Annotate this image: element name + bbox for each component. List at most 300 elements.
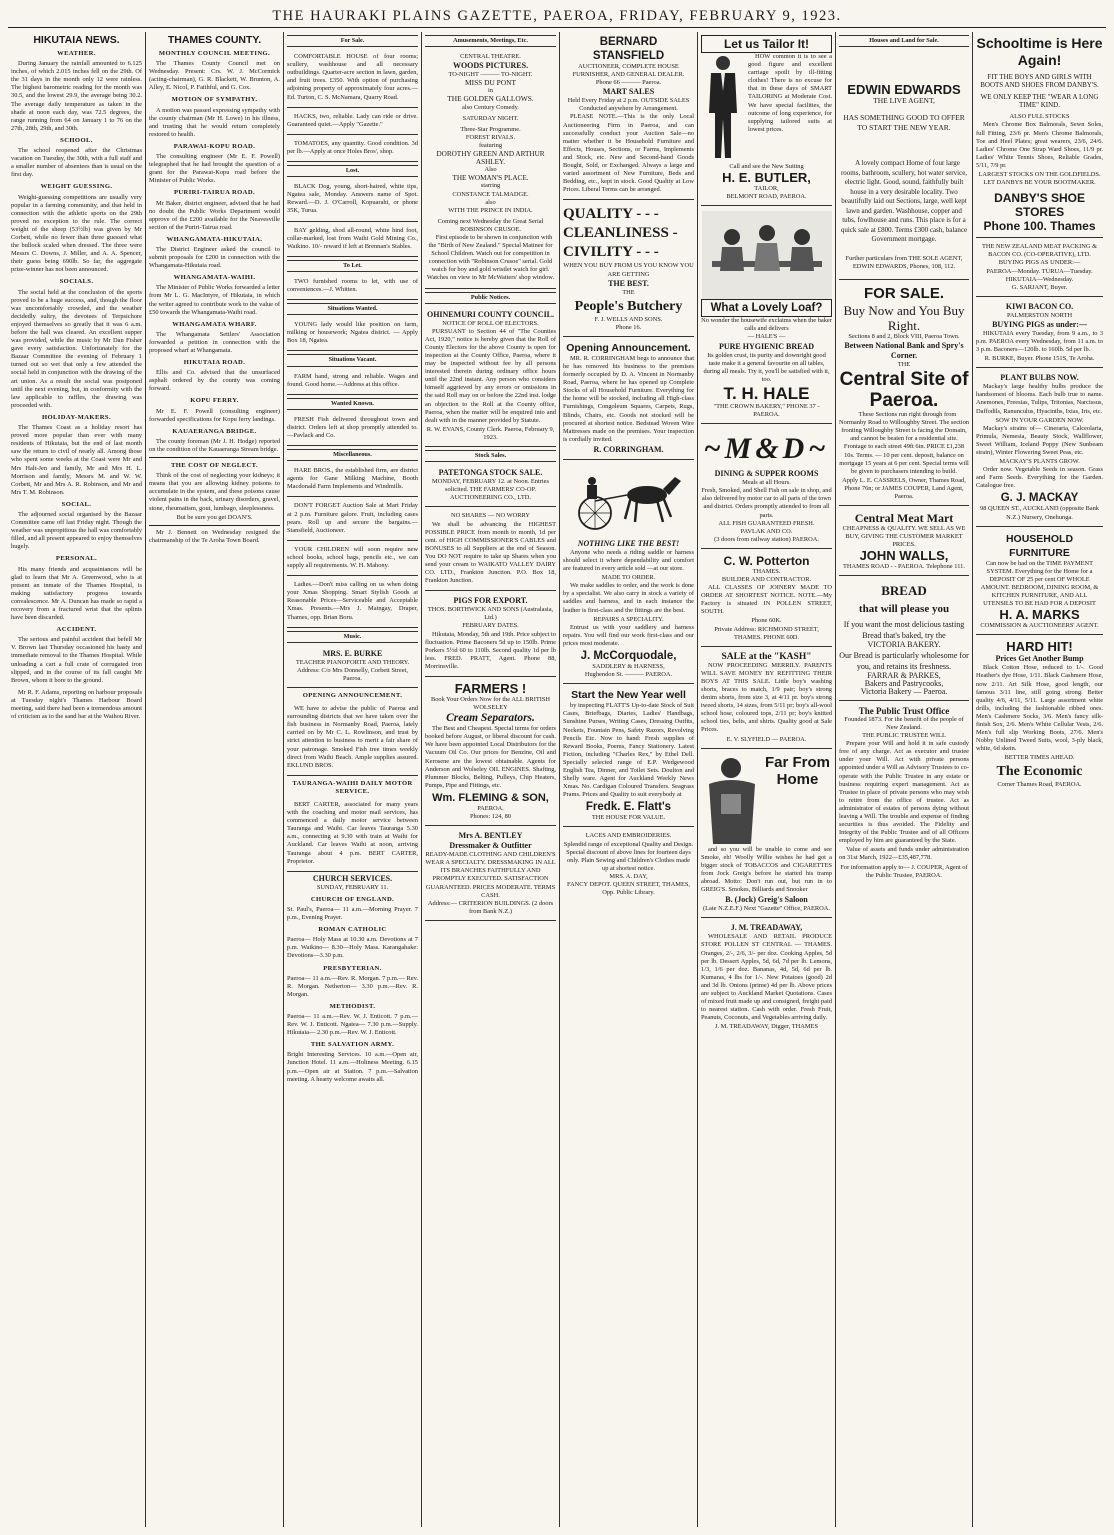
subhead-council-meeting: MONTHLY COUNCIL MEETING. [158, 50, 271, 57]
ad-rooms [287, 275, 418, 300]
ad-body [701, 53, 832, 163]
ad-text: First episode to be shown in conjunction with the "Birth of New Zealand." Special Matinee for School Children. Watch out for competition in connection with "Robinson Crusoe" serial. Gold watch for boy and gold wristlet watch for girl. Watches on view in Mr McWatters' shop window. [426, 233, 555, 282]
ad-title: OHINEMURI COUNTY COUNCIL. [426, 309, 555, 319]
ad-text: ALL FISH GUARANTEED FRESH. [718, 519, 815, 527]
ad-nzmp [976, 240, 1103, 297]
ad-text: Also [484, 166, 497, 174]
ad-text: BELMONT ROAD, PAEROA. [726, 193, 807, 201]
section-to-let: To Let. [287, 260, 418, 272]
ad-farmers [425, 679, 556, 826]
ad-text: Book Your Orders Now for the ALL BRITISH WOLSELEY [430, 696, 551, 712]
bennett-text: Mr J. Bennett on Wednesday resigned the chairmanship of the Te Aroha Town Board. [149, 528, 280, 544]
ad-text: HAS SOMETHING GOOD TO OFFER TO START THE NEW YEAR. [843, 113, 965, 133]
ad-text: YOUR CHILDREN will soon require new school books, school bags, pencils etc., we can supply all requirements. W. H. Mahony. [287, 545, 418, 570]
ad-text: Apply L. E. CASSRELS, Owner, Thames Road, Phone 76n; or JAMES COUPER, Land Agent, Paeroa. [842, 476, 966, 500]
dining-scene-illustration [702, 211, 832, 299]
ad-eklund [287, 702, 418, 776]
ad-title: B. (Jock) Greig's Saloon [725, 895, 808, 905]
weather-text: During January the rainfall amounted to 6.125 inches, of which 2.015 inches fell on the 29th. Of the 31 days in the month only 12 were rainless. The highest barometric reading for the month was 30.5, and the lowest 29.9, the average being 30.2. The average daily temperature as taken in the shade at noon each day, was 72.5 degrees, the range running from 64 on January 1 to 76 on the 27th, 28th, 29th, and 30th. [11, 60, 142, 132]
ad-text: PLEASE NOTE.—This is the only Local Auctioneering Firm in Paeroa, and can successfully conduct your Auction Sale—no matter whether it be Household Furniture and Effects, Houses, Sections, or Farms, Implements and Stock, etc. New and Second-hand Goods Bought, Sold, or Exchanged. Always a large and varied assortment of New Furniture, Beds and Bedding, etc., kept in stock. Good Quality at Low Prices. Liberal Terms can be arranged. [563, 113, 694, 194]
ad-fish [287, 413, 418, 446]
ad-title: Fredk. E. Flatt's [585, 801, 672, 814]
ad-text: Men's Chrome Box Balmorals, Sewn Soles, full Fitting, 23/6 pr. Men's Chrome Balmorals, Toe and Heel Plates; great wearers, 23/6, 24/6. Ladies' Chrome One Strap Ward Shoes, 11/9 pr. Ladies' White Tennis Shoes, Reliable Grades, 5/11, 7/9 pr. [976, 121, 1104, 169]
ad-text: DON'T FORGET Auction Sale at Mart Friday at 2 p.m. Furniture galore. Fruit, including cases pears. Roll up and secure the bargains.—Stansfield, Auctioneer. [287, 502, 418, 534]
subhead-weight: WEIGHT GUESSING. [40, 183, 113, 191]
ad-text: — HALE'S — [747, 333, 786, 341]
column-danby [973, 32, 1106, 1527]
subhead-socials: SOCIALS. [59, 278, 94, 286]
ad-victoria-bakery [839, 578, 969, 700]
ad-text: THE NEW ZEALAND MEAT PACKING & BACON CO. (CO-OPERATIVE), LTD. [981, 243, 1098, 259]
ad-text: and so you will be unable to come and see Smoke, eh! Woolly Willie wishes he had got a bigger stock of TOBACCOS and CIGARETTES from Jock Greig's before he started his tramp abroad. Motto: Don't run out, but run in to GREIG'S. Smokes, Billiards and Snooker [701, 845, 832, 894]
ad-mccorquodale [563, 462, 694, 684]
section-misc: Miscellaneous. [287, 449, 418, 461]
subhead-sympathy: MOTION OF SYMPATHY. [171, 96, 258, 104]
ad-day [563, 829, 694, 901]
ad-title: T. H. HALE [723, 383, 810, 403]
ad-text: Buy Now and You Buy Right. [843, 302, 965, 333]
ad-text: MRS. A. DAY, [609, 872, 648, 880]
ad-text: Hikutaia, Monday, 5th and 19th. Price subject to fluctuation. Prime Baconers 5d up to 150lb. Prime Porkers 5½d 60 to 110lb. Second quality 1d per lb less. FRED. PRATT, Agent. Phone 88, Morrinsville. [425, 630, 556, 670]
ad-title: PIGS FOR EXPORT. [453, 596, 528, 606]
ad-marks [976, 529, 1103, 636]
ad-text: Further particulars from THE SOLE AGENT, EDWIN EDWARDS, Phones, 108, 112. [845, 254, 963, 270]
hik-road-text: Ellis and Co. advised that the unsurfaced asphalt ordered by the county was coming forward. [149, 369, 280, 393]
ad-text: If you want the most delicious tasting Bread that's baked, try the [843, 620, 965, 641]
ad-title: FARMERS ! [454, 681, 527, 696]
ad-text: THE PUBLIC TRUSTEE WILL [862, 732, 946, 740]
subhead-weather: WEATHER. [57, 50, 96, 57]
ad-title: BUYING PIGS as under:— [992, 319, 1087, 329]
ad-text: J. M. TREADAWAY, Digger, THAMES [714, 1023, 819, 1031]
ad-title: People's Butchery [574, 298, 683, 314]
ad-text: Splendid range of exceptional Quality and Design. Special discount of above lines for fourteen days only. Plain Sewing and Children's Clothes made up at shortest notice. [563, 840, 694, 872]
ad-auction [287, 499, 418, 540]
ad-text: ALSO FULL STOCKS [1009, 113, 1070, 121]
ad-text: BERT CARTER, associated for many years with the coaching and motor mail services, has commenced a daily motor service between Tauranga and Waihi. Car leaves Tauranga 5.30 a.m., connecting at 9.30 with train at Waihi for Auckland. Car leaves Waihi at noon, arriving Tauranga about 4 p.m. BERT CARTER, Proprietor. [287, 801, 418, 865]
subhead-wharf: WHANGAMATA WHARF. [172, 320, 257, 328]
subhead-whang-waihi: WHANGAMATA-WAIHI. [173, 274, 256, 282]
ad-text: THE [897, 360, 911, 368]
ad-text: FARM hand, strong and reliable. Wages and found. Good home.—Address at this office. [287, 372, 418, 388]
ad-text: Victoria Bakery — Paeroa. [860, 686, 948, 696]
ad-title: QUALITY - - - [563, 206, 659, 223]
ad-title: Dressmaker & Outfitter [449, 841, 532, 851]
subhead-whang-hik: WHANGAMATA-HIKUTAIA. [166, 235, 263, 243]
subhead-opening: OPENING ANNOUNCEMENT. [302, 691, 403, 699]
divider [149, 457, 280, 458]
ad-text: ALL CLASSES OF JOINERY MADE TO ORDER AT SHORTEST NOTICE. NOTE.—My Factory is situated IN POLLEN STREET, SOUTH. [701, 584, 832, 616]
ad-text: HACKS, two, reliable. Lady can ride or drive. Guaranteed quiet.—Apply "Gazette." [287, 112, 418, 128]
ad-text: COMFORTABLE HOUSE of four rooms; scullery, washhouse and all necessary outbuildings. Quarter-acre section in lawn, garden, and fruit trees. £350. With option of purchasing adjoining property of approximately four acres.—Ed. Turton, C. S. McNamara, Quarry Road. [287, 53, 418, 101]
accident-text: The serious and painful accident that befell Mr V. Brown last Thursday occasioned his hasty and immediate removal to the Thames Hospital. While unloading a cart a full crate of corrugated iron slipped, and in the course of its fall caught Mr Brown, whom it bore to the ground. [11, 636, 142, 684]
ad-text: Corner Thames Road, PAEROA. [997, 781, 1082, 789]
church-salv: THE SALVATION ARMY. [310, 1041, 395, 1049]
ad-text: Three-Star Programme. [460, 125, 521, 133]
ad-text: in [488, 87, 493, 95]
ad-text: HOW common it is to see a good figure and excellent carriage spoilt by ill-fitting clothes! There is no excuse for that in these days of SMART TAILORING at Moderate Cost. We have special facilities, the outcome of long experience, for supplying tailored suits at lowest prices. [748, 53, 832, 133]
ad-text: Fresh, Smoked, and Shell Fish on sale in shop, and also delivered by motor car to all parts of the town and district. Orders promptly attended to from all parts. [701, 487, 832, 519]
soldier-illustration [701, 754, 763, 846]
ad-text: CENTRAL THEATRE. [460, 53, 521, 61]
ad-title: THE BEST. [608, 278, 649, 288]
holiday-text: The Thames Coast as a holiday resort has proved more popular than ever with many residents of Hikutaia, but the end of last month saw the return to civil of nearly all. Among those who spent some weeks at the Coast were Mr and Mrs Halt-Jen and family, Mr and Mrs H. L. Morrison and family, Messrs M. and W. W. Corbett, Mr and Mrs A. R. Robinson, and Mr and Mrs T. M. Robinson. [11, 424, 142, 496]
ad-hale [701, 208, 832, 424]
ad-text: Mackay's large healthy bulbs produce the handsomest of blooms. Each bulb true to name. Anemones, Freesias, Tulips, Tritonias, Narcissus, Daffodils, Ranunculus, Hyacinths, Ixias, Iris, etc. [976, 383, 1104, 415]
ad-title: Opening Announcement. [566, 341, 691, 354]
church-eng-text: St. Paul's, Paeroa— 11 a.m.—Morning Prayer. 7 p.m., Evening Prayer. [287, 905, 418, 922]
ad-title: CLEANLINESS - [563, 225, 678, 242]
ad-text: Phone 60K. [751, 617, 782, 625]
neglect-text: Think of the cost of neglecting your kidneys; it means that you are allowing kidney poisons to accumulate in the system, and these poisons cause violent pains in the back, urinary disorders, gravel, stone, rheumatism, gout, lumbago, sleeplessness. [149, 472, 280, 512]
ad-text: BLACK Dog, young, short-haired, white tips, Ngatea sale, Monday. Answers name of Spot. Reward.—D. J. O'Carroll, Kopuarahi, or phone 35K, Turua. [287, 183, 418, 215]
ad-hare [287, 464, 418, 497]
ad-text: by inspecting FLATT'S Up-to-date Stock of Suit Cases, Briefbags, Diaries, Ladies' Handbags, Sunshine Purses, Writing Cases, Dressing Outfits, Neckets, Fountain Pens, Safety Razors, Revolving Pencils Etc. Now to hand: Fresh supplies of Reward Books, Poems, Fancy Stationery. Latest Fiction, including "Charles Rex," by Ethel Dell. Specially selected range of E.P. Wedgewood English Tea, Dinner, and Toilet Sets. Doulton and Shelly ware. Agent for Auckland Weekly News Xmas. No. Cardigan Coloured Transfers. Seagrass Prams. Prices and Quality to suit everybody at [563, 702, 694, 799]
ad-text: WHOLESALE AND RETAIL PRODUCE STORE POLLEN ST CENTRAL — THAMES. Oranges, 2/-, 2/6, 3/- per doz. Cooking Apples, 5d per lb. Dessert Apples, 5d, 6d, 7d per lb. Lemons, 1/3, 1/6 per doz. Bananas, 4d, 5d, 6d per lb. Kumaras, 4 lbs for 1/-. New Potatoes (good) 2d and 3d lb. Onions (prime) 4d per lb. Above prices are subject to Auckland Market Quotations. Cases of mixed fruit made up and consigned, freight paid to nearest station. Cash with order. Fresh Fruit, Peanuts, Coconuts, and Vegetables arriving daily. [701, 933, 832, 1022]
ad-title: SALE at the "KASH" [721, 651, 812, 662]
ad-text: Order now. Vegetable Seeds in season. Grass and Farm Seeds. Everything for the Garden. Catalogue free. [976, 466, 1104, 490]
ad-text: MONDAY, FEBRUARY 12. at Noon. Entries solicited. THE FARMERS' CO-OP. AUCTIONEERING CO., LTD. [432, 478, 549, 502]
column-thames-county [146, 32, 284, 1527]
ad-text: PURSUANT to Section 44 of "The Counties Act, 1920," notice is hereby given that the Roll of County Electors for the above County is open for inspection at the County Office, Paeroa, where it may be inspected without fee by all persons interested therein during ordinary office hours until the 22nd instant. Any person who considers himself aggrieved by any errors or omissions in the said Roll may on or before the 22nd inst. lodge an objection to the Roll at the County office, Paeroa, when the matter will be enquired into and dealt with in the manner provided by Statute. [425, 327, 556, 424]
ad-title: Cream Separators. [446, 712, 535, 725]
column-edwards [836, 32, 973, 1527]
ad-text: NOTICE OF ROLL OF ELECTORS. [442, 319, 539, 327]
ad-text: These Sections run right through from Normanby Road to Willoughby Street. The section fronting Willoughby Street is facing the Domain, and cannot be beaten for a residential site. Frontage to each street 49ft 6in. PRICE £1,238 10s. Terms. — 10 per cent. deposit, balance on mortgage 15 years at 6 per cent. Special terms will be given to purchasers intending to build. [839, 411, 969, 475]
ad-text: starring [480, 182, 501, 190]
ad-flatt [563, 686, 694, 827]
ad-burke [287, 646, 418, 688]
ad-title: H. E. BUTLER, [722, 170, 811, 186]
ad-text: G. SARJANT, Buyer. [1011, 283, 1068, 291]
ad-edwin-edwards [839, 50, 969, 280]
ad-text: CHEAPNESS & QUALITY. WE SELL AS WE BUY, GIVING THE CUSTOMER MARKET PRICES. [842, 525, 966, 549]
ad-text: ROBINSON CRUSOE. [459, 225, 522, 233]
ad-title: FOR SALE. [863, 284, 944, 302]
ad-text: THAMES. [752, 567, 781, 575]
ad-text: Meals at all Hours. [742, 479, 791, 487]
ad-text: Held Every Friday at 2 p.m. OUTSIDE SALES Conducted anywhere by Arrangement. [567, 97, 690, 113]
column-stansfield [560, 32, 698, 1527]
ad-title: H. A. MARKS [999, 607, 1080, 623]
ad-text: Private Address: RICHMOND STREET, THAMES. PHONE 60D. [714, 625, 819, 641]
ad-text: YOUNG lady would like position on farm, milking or housework; Ngatea district. — Apply Box 18, Ngatea. [287, 321, 418, 345]
ad-corringham [563, 339, 694, 460]
ad-text: also Century Comedy. [462, 103, 519, 111]
section-wanted-known: Wanted Known. [287, 398, 418, 410]
decorative-logo: ~M&D~ [703, 432, 830, 466]
ad-title: Schooltime is Here Again! [976, 35, 1103, 68]
ad-text: featuring [478, 141, 503, 149]
subhead-kopu: KOPU FERRY. [190, 397, 239, 405]
ad-danby [976, 32, 1103, 238]
ad-text: TO-NIGHT ——— TO-NIGHT. [448, 71, 533, 79]
ad-ohinemuri [425, 307, 556, 447]
ad-text: FEBRUARY DATES. [462, 622, 519, 630]
ad-text: Address: C/o Mrs Donnelly, Corbett Street, Paeroa. [297, 666, 408, 682]
ad-text: Black Cotton Hose, reduced to 1/-. Good Heather's dye Hose, 1/11. Black Cashmere Hose, now 2/11. Art Silk Hose, good length, our famous 3/11 line, still going strong. Better quality 4/6, 4/11, 5/11. Large assortment white drills, including the fashionable ribbed ones. Men's Cashmere Socks, 3/6. Men's fancy silk-finish Sox, 2/6. Men's White Cellular Vests, 2/6. Men's full slip Working Boots, 27/6. Men's Nobby Unlined Tweed Suits, wool, 3-ply black, white, 6d skein. [976, 664, 1104, 753]
ad-text: THOS. BORTHWICK AND SONS (Australasia, Ltd.) [427, 606, 554, 622]
ad-potterton [701, 551, 832, 647]
ad-text: Phones: 124, 80 [469, 813, 511, 821]
ad-title: G. J. MACKAY [1000, 492, 1079, 505]
ad-no-shares [425, 509, 556, 591]
subhead-personal: PERSONAL. [55, 555, 98, 563]
ad-ladies [287, 578, 418, 627]
section-lost: Lost. [287, 165, 418, 177]
ad-text: "THE CROWN BAKERY," PHONE 37 - PAEROA. [713, 402, 820, 419]
ad-text: Mackay's strains of— Cineraria, Calceolaria, Primula, Nemesia, Beauty Stock, Wallflower, Sweet William, Iceland Poppy (New Sunbeam strain), Winter Flowering Sweet Peas, etc. [976, 424, 1104, 456]
ad-text: BETTER TIMES AHEAD. [1004, 754, 1075, 762]
harbour-text: Mr R. F. Adams, reporting on harbour proposals at Tuesday night's Thames Harbour Board meeting, said there had been a tremendous amount of criticism as to the sand bar at the Waihou River. [11, 688, 142, 721]
ad-text: HIKUTAIA every Tuesday, from 9 a.m., to 3 p.m. PAEROA every Wednesday, from 11 a.m. to 3 p.m. Baconers—120lb. to 160lb. 5d per lb. [976, 329, 1104, 354]
ad-text: No wonder the housewife exclaims when the baker calls and delivers [701, 317, 832, 333]
section-for-sale: For Sale. [287, 35, 418, 47]
ad-text: Its golden crust, its purity and downright good taste make it a general favourite on all tables, during all meals. Try it, you'll be satisfied with it, too. [703, 351, 830, 383]
columns [8, 32, 1106, 1527]
ad-text: Anyone who needs a riding saddle or harness should select it where dependability and comfort are featured in every article sold —at our store. [563, 548, 694, 573]
ad-text: R. BURKE, Buyer. Phone 151S, Te Aroha. [984, 355, 1095, 363]
church-pres: PRESBYTERIAN. [323, 964, 382, 972]
ad-farm-hand [287, 370, 418, 395]
ad-text: PAEROA—Monday. TURUA—Tuesday. HIKUTAIA—Wednesday. [986, 267, 1093, 283]
ad-gelding [287, 224, 418, 257]
church-rc: ROMAN CATHOLIC [318, 926, 387, 934]
ad-economic [976, 637, 1103, 793]
ad-text: MISS DU PONT [465, 78, 516, 88]
church-meth-text: Paeroa— 11 a.m.—Rev. W. J. Enticott. 7 p.m.—Rev. W. J. Enticott. Ngatea— 7.30 p.m.—Supply. Hikutaia— 2.30 p.m.—Rev. W. J. Enticott. [287, 1012, 418, 1037]
ad-title: BREAD [881, 583, 927, 599]
ad-house [287, 50, 418, 108]
ad-title: MART SALES [602, 87, 655, 97]
sympathy-text: A motion was passed expressing sympathy with the county chairman (Mr H. Lowe) in his illness, and trusting that he would return completely restored to health. [149, 106, 280, 138]
ad-central-theatre [425, 50, 556, 288]
ad-text: THE [622, 288, 635, 296]
ad-text: FANCY DEPOT. QUEEN STREET, THAMES, Opp. Public Library. [566, 881, 691, 897]
ad-text: E. V. SLYFIELD — PAEROA. [726, 735, 807, 743]
gentleman-illustration [701, 53, 745, 163]
ad-text: AUCTIONEER, COMPLETE HOUSE FURNISHER, AND GENERAL DEALER. [572, 63, 685, 79]
ad-public-trust [839, 703, 969, 884]
ad-text: FOREST RIVALS. [465, 133, 516, 141]
headline-thames-county: THAMES COUNTY. [167, 34, 262, 46]
ad-text: 98 QUEEN ST., AUCKLAND (opposite Bank N.Z.) Nursery, Onehunga. [980, 505, 1100, 521]
ad-slyfield [701, 649, 832, 749]
ad-title: Central Meat Mart [854, 511, 954, 526]
ad-text: TOMATOES, any quantity. Good condition. 3d per lb.—Apply at once Holes Bros', shop. [287, 139, 418, 155]
section-stock: Stock Sales. [425, 450, 556, 462]
ad-title: Phone 100. Thames [983, 219, 1096, 234]
ad-text: FRESH Fish delivered throughout town and district. Orders left at shop promptly attended to.—Pavlack and Co. [287, 415, 418, 439]
masthead: THE HAURAKI PLAINS GAZETTE, PAEROA, FRIDAY, FEBRUARY 9, 1923. [8, 6, 1106, 28]
ad-text: Hughendon St. ——— PAEROA. [584, 671, 673, 679]
ad-body [701, 754, 832, 846]
parawai-text: The consulting engineer (Mr E. F. Powell) telegraphed that he had brought the question of a grant for the Parawai-Kopu road before the Minister of Public Works. [149, 153, 280, 185]
subhead-motor: TAURANGA-WAIHI DAILY MOTOR SERVICE. [292, 779, 413, 795]
ad-text: LARGEST STOCKS ON THE GOLDFIELDS. [978, 171, 1101, 179]
ad-dog [287, 180, 418, 221]
ad-text: WE ONLY KEEP THE "WEAR A LONG TIME" KIND. [980, 93, 1099, 110]
ad-title: Between National Bank and Spry's Corner. [844, 340, 964, 360]
ad-text: HARE BROS., the established firm, are district agents for Gane Milking Machine, Booth Macdonald Farm Implements and Windmills. [287, 467, 418, 491]
wharf-text: The Whangamata Settlers' Association forwarded a petition in connection with the proposed wharf at Whangamata. [149, 330, 280, 354]
ad-stansfield [563, 32, 694, 200]
ad-title: Prices Get Another Bump [995, 654, 1084, 664]
ad-title: PATETONGA STOCK SALE. [438, 468, 543, 478]
church-eng: CHURCH OF ENGLAND. [310, 895, 395, 903]
column-tailor [698, 32, 836, 1527]
ad-treadaway [701, 920, 832, 1035]
church-pres-text: Paeroa— 11 a.m.—Rev. R. Morgan. 7 p.m.— Rev. R. Morgan. Netherton— 3.30 p.m.—Rev. R. Morgan. [287, 974, 418, 998]
ad-text: READY-MADE CLOTHING AND CHILDREN'S WEAR A SPECIALTY. DRESSMAKING IN ALL ITS BRANCHES FAITHFULLY AND PROMPTLY EXECUTED. SATISFACTION GUARANTEED. PRICES MODERATE. TERMS CASH. [425, 851, 556, 899]
horse-cart-illustration [565, 467, 693, 537]
church-rc-text: Paeroa— Holy Mass at 10.30 a.m. Devotions at 7 p.m. Waikino— 8.30—Holy Mass. Karangahake: Devotions—3.30 p.m. [287, 936, 418, 960]
ad-title: DANBY'S SHOE STORES [994, 191, 1085, 220]
personal-text: His many friends and acquaintances will be glad to learn that Mr A. Greenwood, who is at present an inmate of the Thames Hospital, is making satisfactory progress towards convalescence. Mr A. Duncan has made so rapid a recovery from a fractured wrist that the splints have been discarded. [11, 565, 142, 622]
ad-text: THE LIVE AGENT, [873, 96, 935, 106]
ad-text: SADDLERY & HARNESS, [592, 663, 665, 671]
headline-hikutaia-news: HIKUTAIA NEWS. [33, 34, 120, 46]
ad-children [287, 543, 418, 576]
ad-text: (3 doors from railway station) PAEROA. [714, 535, 819, 543]
ad-text: Address:— CRITERION BUILDINGS. (2 doors from Bank N.Z.) [427, 899, 554, 915]
kopu-text: Mr E. F. Powell (consulting engineer) forwarded specifications for Kopu ferry landings. [149, 407, 280, 423]
ad-text: SOW IN YOUR GARDEN NOW. [995, 416, 1084, 424]
ad-text: also [485, 198, 496, 206]
subhead-holiday: HOLIDAY-MAKERS. [41, 413, 112, 421]
ad-title: CIVILITY - - - [563, 244, 659, 261]
ad-text: BUILDER AND CONTRACTOR. [721, 575, 812, 583]
ad-text: Prepare your Will and hold it in safe custody free of any charge. Act as executor and trustee under your Will. Act with private persons appointed under a Will as Advisory Trustees to co-operate with the Public Trustee in any estate or business requiring expert management. Act as Trustee in place of private persons who may wish to retire from the office of trustee. Act as administrator of estates of persons dying without leaving a Will. The trouble and expense of finding securities is thus avoided. The Fidelity and Integrity of the Public Trustee and of all Officers employed by him are guaranteed by the State. [839, 740, 969, 845]
ad-text: NOW PROCEEDING MERRILY. PARENTS WILL SAVE MONEY BY REFITTING THEIR BOYS AT THIS SALE. Little boy's washing shorts, braces to match, 1/9 pair; boy's strong denim shorts, from size 3, at 4/11 pr. boy's strong tweed shorts, 14 sizes, from 5/11 pr; boy's all-wool school hose, coloured tops, 2/11 pr; boy's knitted school ties, belts, and shirts. Quality good at Sale Prices. [701, 661, 832, 734]
subhead-social: SOCIAL. [61, 500, 92, 508]
ad-tomatoes [287, 137, 418, 162]
ad-text: Phone 66 ——— Paeroa. [595, 79, 662, 87]
subhead-neglect: THE COST OF NEGLECT. [170, 462, 259, 470]
ad-text: The Best and Cheapest. Special terms for orders booked before August, or liberal discount for cash. We have been appointed Local Distributors for the Vacuum Oil Co. Our prices for Benzine, Oil and Kerosene are the lowest obtainable. Agents for Anderson and Wolseley OIL ENGINES. Shafting, Plummer Blocks, Belting, Pulleys, Chip Heaters, Pumps, Pipe and Fittings, etc. [425, 725, 556, 789]
ad-title: Mrs A. BENTLEY [458, 831, 523, 841]
ad-title: R. CORRINGHAM. [593, 444, 664, 454]
ad-text: PAVLAK AND CO. [740, 527, 793, 535]
ad-title: J. M. TREADAWAY, [730, 923, 803, 933]
section-sit-vacant: Situations Vacant. [287, 354, 418, 366]
ad-text: TWO furnished rooms to let, with use of conveniences.—J. Whitten. [287, 277, 418, 293]
ad-title: DINING & SUPPER ROOMS [714, 469, 819, 479]
weight-text: Weight-guessing competitions are usually very popular in a farming community, and that held in connection with the athletic sports on the 29th proved no exception to the rule. The correct weight of the sheep (53½lb) was given by Mr Corbett, while no fewer than three guessed what the bullock scaled when dressed. The three were Messrs C. Downs, J. Miller, and A. A. Spencer, their guess being 690lb. So far, the aggregate prize-winner has not been announced. [11, 193, 142, 274]
ad-text: WHEN YOU BUY FROM US YOU KNOW YOU ARE GETTING [563, 262, 694, 278]
ad-title: HARD HIT! [1006, 639, 1073, 655]
ad-text: VICTORIA BAKERY. [867, 640, 941, 650]
subhead-accident: ACCIDENT. [56, 626, 97, 634]
school-text: The school reopened after the Christmas vacation on Tuesday, the 30th, with a full staff and a smaller number of absentees than is usual on the first day. [11, 147, 142, 179]
church-title: CHURCH SERVICES. [312, 873, 393, 883]
ad-text: Phone 16. [615, 323, 642, 331]
ad-text: Our Bread is particularly wholesome for you, and retains its freshness. [839, 650, 969, 671]
ad-peoples-butchery [563, 202, 694, 336]
ad-text: FIT THE BOYS AND GIRLS WITH BOOTS AND SHOES FROM DANBY'S. [980, 73, 1099, 90]
ad-text: R. W. EVANS, County Clerk. Paeroa, February 9, 1923. [426, 425, 555, 441]
ad-title: EDWIN EDWARDS [847, 82, 961, 98]
ad-text: SATURDAY NIGHT. [462, 114, 519, 122]
subhead-hik-road: HIKUTAIA ROAD. [183, 359, 246, 367]
section-amusements: Amusements, Meetings, Etc. [425, 35, 556, 47]
ad-title: J. McCorquodale, [580, 650, 677, 663]
ad-text: WE have to advise the public of Paeroa and surrounding districts that we have taken over the fish business in Normanby Road, Paeroa, lately carried on by Mr C. L. Rowlinson, and trust by strict attention to business to merit a fair share of your patronage. Smoked Fish tree times weekly direct from Waihi Beach. Ample supplies assured. EKLUND BROS. [287, 705, 418, 769]
ad-greig [701, 751, 832, 919]
section-public-notices: Public Notices. [425, 292, 556, 304]
ad-title: that will please you [858, 603, 950, 616]
ad-text: REPAIRS A SPECIALITY. [593, 615, 664, 623]
church-date: SUNDAY, FEBRUARY 11. [316, 883, 389, 891]
ad-text: PALMERSTON NORTH [1006, 311, 1073, 319]
ad-carter [287, 798, 418, 872]
ad-text: Sections 8 and 2, Block VIII, Paeroa Town. [848, 332, 960, 340]
ad-title: Start the New Year well [571, 689, 686, 702]
social-text: The adjourned social organised by the Bazaar Committee came off last Friday night. Though the weather was unpropitious the hall was comfortably filled, and all present appeared to enjoy themselves hugely. [11, 510, 142, 551]
bridge-text: The county foreman (Mr J. H. Hodge) reported on the condition of the Kauaeranga Stream bridge. [149, 437, 280, 453]
column-classifieds [284, 32, 422, 1527]
ad-text: THE HOUSE FOR VALUE. [591, 814, 666, 822]
ad-text: TAILOR, [754, 185, 779, 193]
column-hikutaia-news [8, 32, 146, 1527]
ad-bentley [425, 828, 556, 921]
ad-title: BERNARD STANSFIELD [592, 36, 665, 62]
ad-text: Value of assets and funds under administration on 31st March, 1922—£35,487,778. [839, 846, 969, 862]
ad-hacks [287, 110, 418, 135]
ad-text: MADE TO ORDER. [601, 574, 656, 582]
ad-text: MACKAY'S PLANTS GROW. [999, 458, 1080, 466]
ad-sub: TEACHER PIANOFORTE AND THEORY. [295, 658, 410, 666]
puriri-text: Mr Baker, district engineer, advised that he had no doubt the Public Works Department would approve of the £200 available for the Neavesville section of the Puriri-Tairua road. [149, 199, 280, 231]
ad-text: BUYING PIGS AS UNDER:— [998, 259, 1081, 267]
ad-title: C. W. Potterton [723, 553, 810, 568]
ad-mackay [976, 370, 1103, 526]
ad-text: Can now be had on the TIME PAYMENT SYSTEM. Everything for the Home for a DEPOSIT OF 25 per cent OF WHOLE AMOUNT. BEDROOM, DINING ROOM, & KITCHEN FURNITURE, AND ALL UTENSILS TO BE HAD FOR A DEPOSIT [980, 559, 1099, 608]
section-music: Music. [287, 631, 418, 643]
ad-pavlak [701, 426, 832, 549]
ad-text: PAEROA. [477, 804, 504, 812]
ad-title: LACES AND EMBROIDERIES. [585, 832, 672, 840]
ad-title: Central Site of Paeroa. [839, 369, 969, 412]
council-intro: The Thames County Council met on Wednesday. Present: Crs. W. J. McCormick (acting-chairman), G. R. Blackett, W. Brunton, A. Alley, E. Nicol, P. Faithful, and G. Cox. [149, 60, 280, 92]
ad-title: HOUSEHOLD FURNITURE [1005, 532, 1074, 559]
church-salv-text: Bright Interesting Services. 10 a.m.—Open air, Junction Hotel. 11 a.m.—Holiness Meeting. 6.15 p.m.—Open air at Station. 7 p.m.—Salvation meeting. A hearty welcome awaits all. [287, 1051, 418, 1083]
ad-title: PLANT BULBS NOW. [1000, 373, 1079, 383]
ad-patetonga [425, 465, 556, 507]
doans-text: But be sure you get DOAN'S. [176, 513, 253, 521]
ad-text: DOROTHY GREEN AND ARTHUR ASHLEY. [436, 150, 545, 167]
ad-title: NOTHING LIKE THE BEST! [577, 538, 680, 548]
divider [149, 525, 280, 526]
church-meth: METHODIST. [329, 1002, 376, 1010]
ad-text: Founded 1873. For the benefit of the people of New Zealand. [844, 715, 964, 731]
section-houses: Houses and Land for Sale. [839, 35, 969, 47]
ad-title: The Economic [996, 764, 1083, 780]
ad-text: We shall be advancing the HIGHEST POSSIBLE PRICE from month to month, 1d per cent. of HIGH COMMISSIONER'S CABLES and BONUSES to all Suppliers at the end of Season. You DO NOT require to take up Shares when you send your cream to WAIKATO VALLEY DAIRY CO. LTD., Frankton Junction. P.O. Box 18, Frankton Junction. [425, 520, 556, 585]
ad-title: WOODS PICTURES. [452, 61, 529, 71]
ad-text: THE WOMAN'S PLACE. [452, 174, 529, 183]
ad-title: JOHN WALLS, [859, 548, 949, 564]
whang-waihi-text: The Minister of Public Works forwarded a letter from Mr L. G. MacIntyre, of Hikutaia, in which the writer agreed to contribute work to the value of £50 towards the Whangamata-Waihi road. [149, 284, 280, 316]
ad-text: Bakers and Pastrycooks, [864, 678, 944, 688]
subhead-school: SCHOOL. [60, 136, 93, 144]
ad-title: NO SHARES — NO WORRY [450, 512, 531, 520]
ad-text: (Late N.Z.E.F.) Next "Gazette" Office, PAEROA. [703, 905, 830, 913]
column-amusements [422, 32, 560, 1527]
ad-title: Let us Tailor It! [701, 35, 832, 53]
ad-text: LET DANBYS BE YOUR BOOTMAKER. [983, 179, 1096, 187]
ad-text: Entrust us with your saddlery and harness repairs. You will find our work first-class and our prices most moderate. [563, 623, 694, 647]
